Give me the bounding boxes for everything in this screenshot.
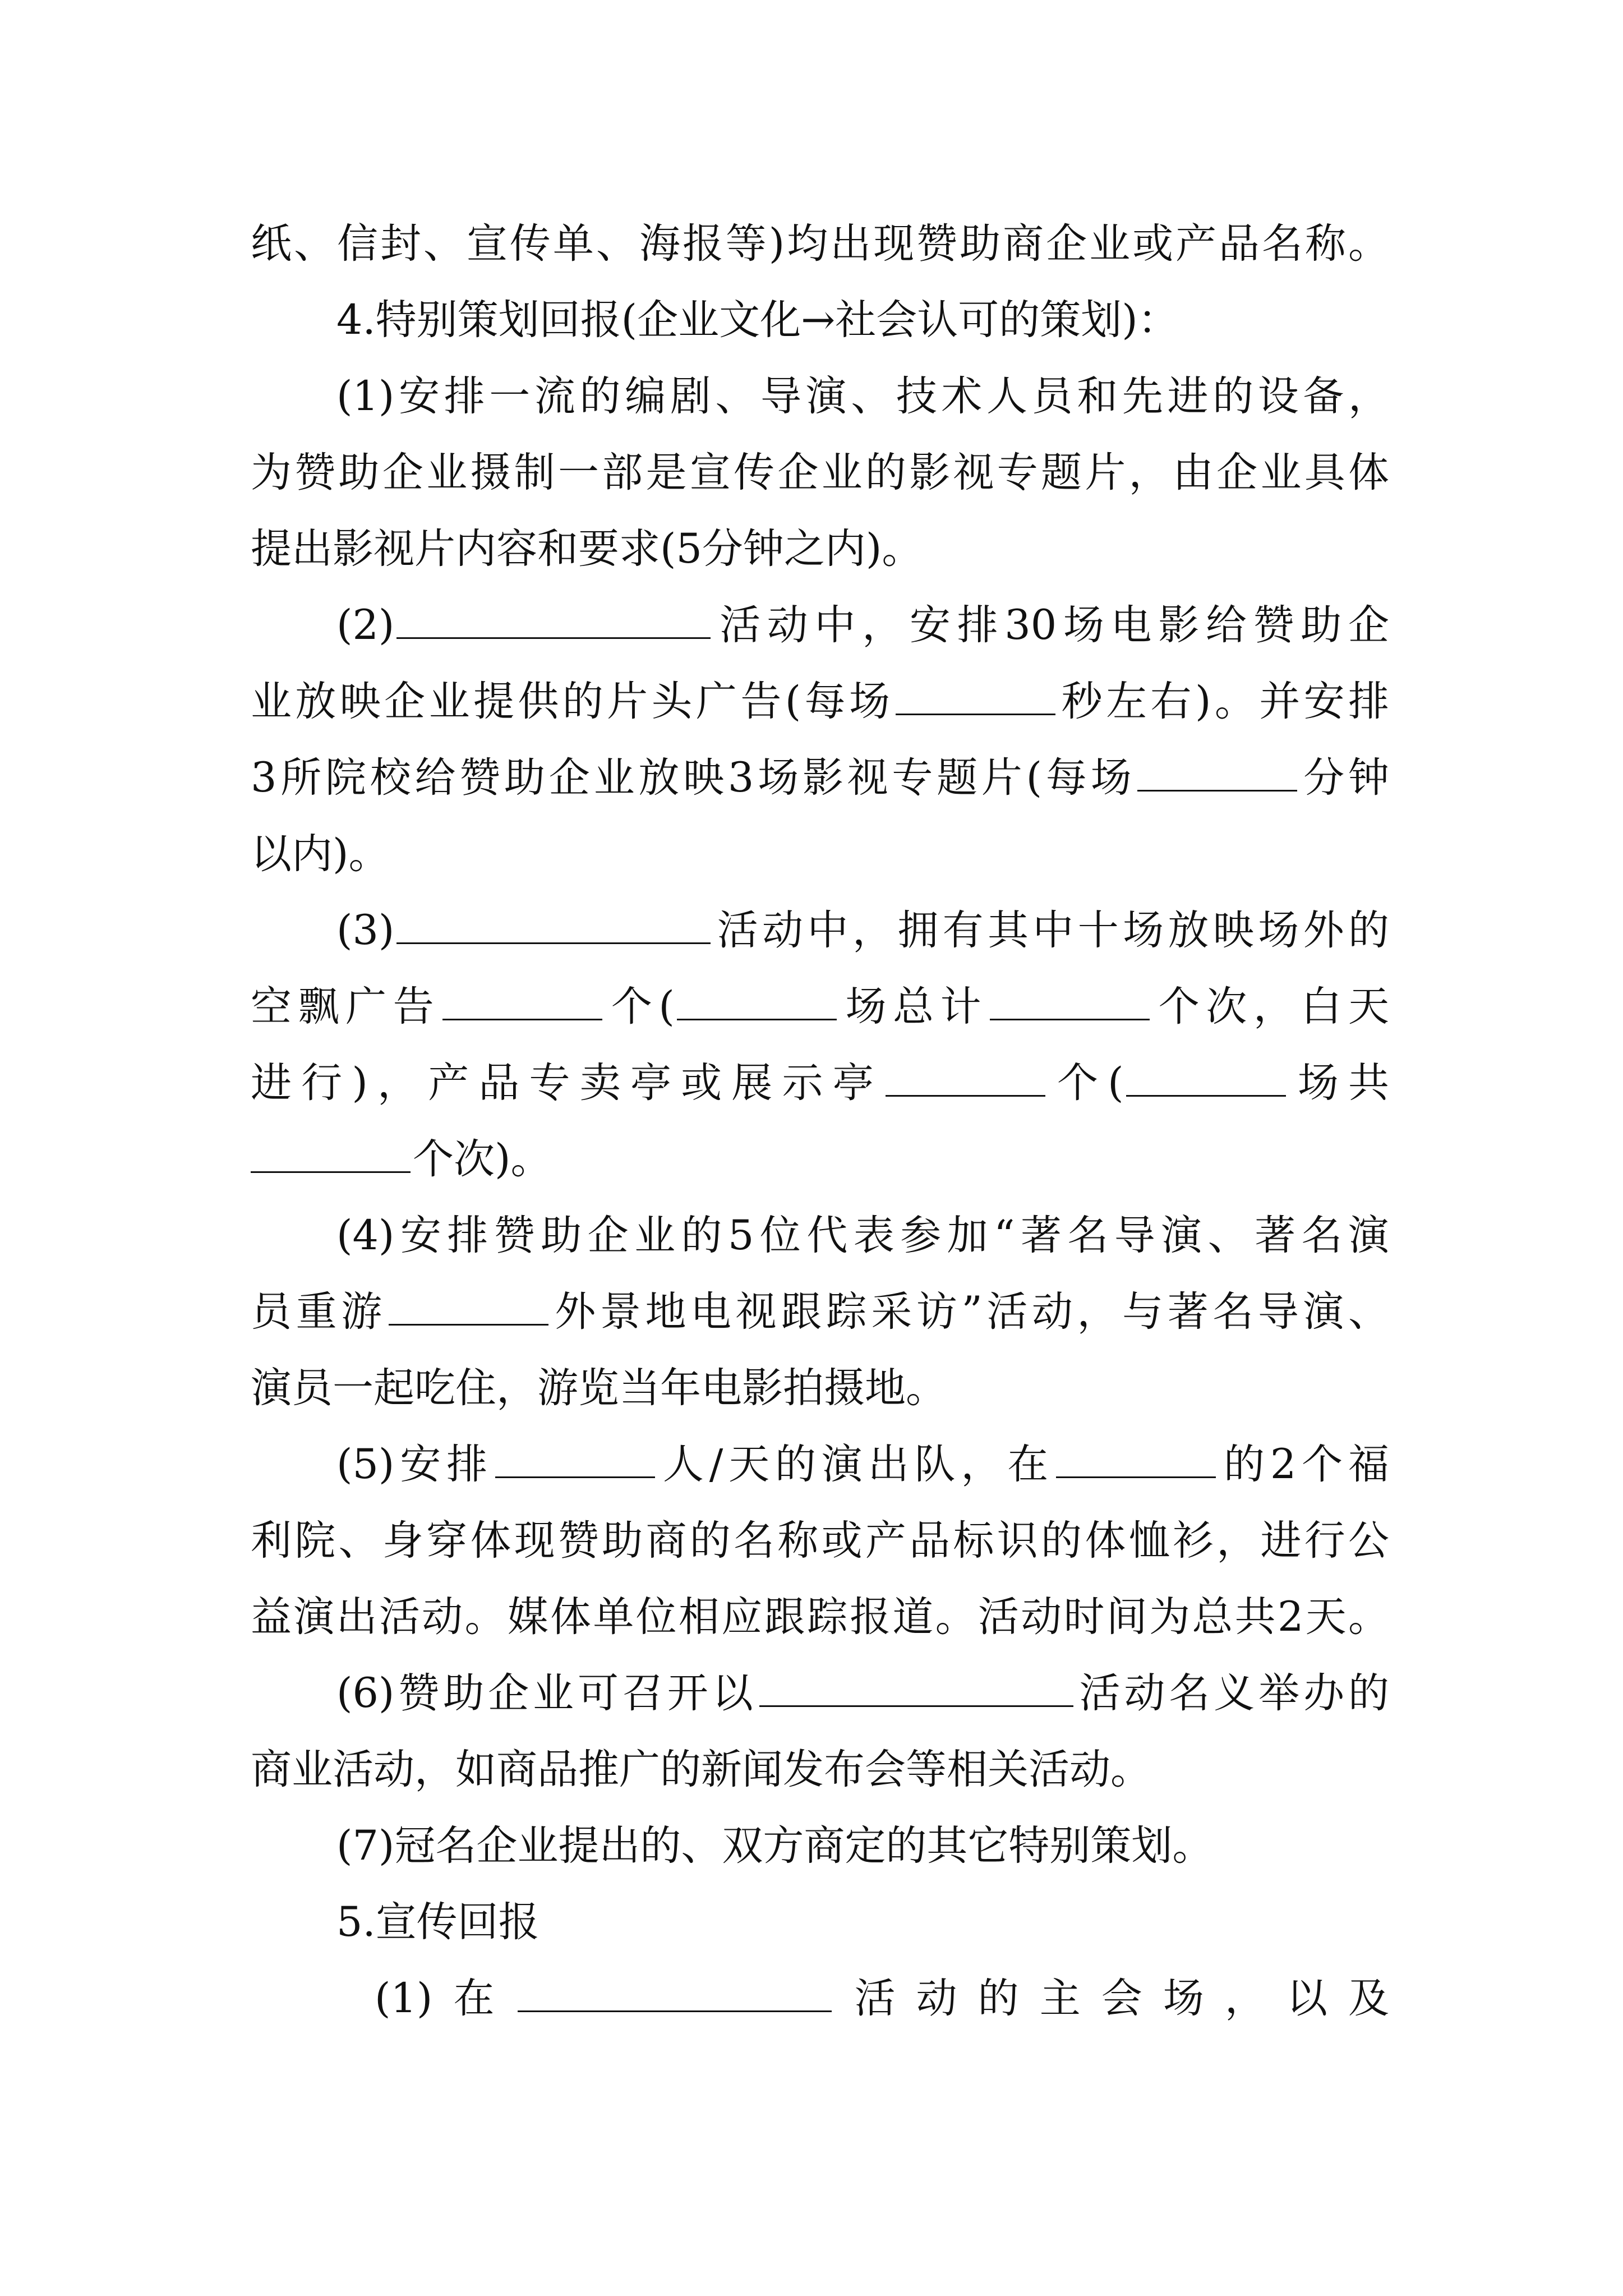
- text-span: 的2个福: [1218, 1441, 1390, 1488]
- text-line: [251, 1589, 1389, 1645]
- text-span: 演员一起吃住，游览当年电影拍摄地。: [251, 1364, 947, 1412]
- fill-blank: [677, 982, 837, 1020]
- text-line: [336, 369, 1389, 425]
- text-span: 纸、信封、宣传单、海报等)均出现赞助商企业或产品名称。: [251, 220, 1389, 268]
- fill-blank: [518, 1973, 832, 2012]
- text-line: [375, 1971, 1389, 2027]
- fill-blank: [896, 677, 1055, 715]
- fill-blank: [389, 1287, 548, 1326]
- text-span: 活动中，拥有其中十场放映场外的: [713, 907, 1389, 954]
- text-span: (5)安排: [336, 1441, 493, 1488]
- text-line: [251, 1131, 1389, 1188]
- text-span: 益演出活动。媒体单位相应跟踪报道。活动时间为总共2天。: [251, 1593, 1389, 1641]
- fill-blank: [886, 1058, 1045, 1097]
- text-line: [251, 674, 1389, 730]
- text-line: [336, 1665, 1389, 1722]
- text-span: 员重游: [251, 1288, 386, 1336]
- text-span: (6)赞助企业可召开以: [336, 1669, 757, 1717]
- text-span: 商业活动，如商品推广的新闻发布会等相关活动。: [251, 1746, 1151, 1793]
- fill-blank: [396, 600, 711, 639]
- text-span: 4.特别策划回报(企业文化→社会认可的策划)：: [336, 296, 1179, 344]
- fill-blank: [442, 982, 602, 1020]
- text-line: [251, 750, 1389, 806]
- text-span: (1)在: [375, 1975, 515, 2022]
- text-span: 个次，白天: [1152, 983, 1390, 1030]
- text-span: (2): [336, 601, 395, 649]
- text-line: [336, 1818, 1389, 1874]
- text-span: 秒左右)。并安排: [1058, 678, 1389, 725]
- text-span: 为赞助企业摄制一部是宣传企业的影视专题片，由企业具体: [251, 449, 1389, 496]
- text-span: (7)冠名企业提出的、双方商定的其它特别策划。: [336, 1822, 1214, 1870]
- text-span: 个次)。: [413, 1135, 552, 1183]
- text-span: 个(: [605, 983, 675, 1030]
- text-span: 进行)，产品专卖亭或展示亭: [251, 1059, 883, 1107]
- text-span: 场总计: [838, 983, 988, 1030]
- text-span: 外景地电视跟踪采访”活动，与著名导演、: [550, 1288, 1389, 1336]
- text-line: [251, 826, 1389, 882]
- section-heading: [336, 292, 1389, 348]
- text-span: 活动的主会场，以及: [833, 1975, 1390, 2022]
- text-span: 活动中，安排30场电影给赞助企: [713, 601, 1389, 649]
- text-span: 利院、身穿体现赞助商的名称或产品标识的体恤衫，进行公: [251, 1517, 1389, 1565]
- fill-blank: [759, 1668, 1073, 1707]
- text-line: [336, 1437, 1389, 1493]
- text-span: 业放映企业提供的片头广告(每场: [251, 678, 894, 725]
- text-span: 提出影视片内容和要求(5分钟之内)。: [251, 525, 923, 573]
- text-line: [251, 445, 1389, 501]
- text-line: [336, 903, 1389, 959]
- text-line: [251, 1055, 1389, 1111]
- text-line: [251, 979, 1389, 1035]
- text-span: (4)安排赞助企业的5位代表参加“著名导演、著名演: [336, 1212, 1389, 1259]
- fill-blank: [396, 905, 711, 944]
- text-span: 分钟: [1299, 754, 1390, 802]
- text-span: 5.宣传回报: [336, 1898, 540, 1946]
- text-line: [251, 1742, 1389, 1798]
- text-span: 3所院校给赞助企业放映3场影视专题片(每场: [251, 754, 1136, 802]
- text-span: (1)安排一流的编剧、导演、技术人员和先进的设备，: [336, 372, 1389, 420]
- text-line: [251, 521, 1389, 577]
- text-span: 空飘广告: [251, 983, 441, 1030]
- fill-blank: [1056, 1439, 1216, 1478]
- text-line: [251, 1360, 1389, 1416]
- text-line: [336, 597, 1389, 654]
- text-line: [251, 1513, 1389, 1569]
- fill-blank: [251, 1134, 411, 1173]
- text-span: (3): [336, 907, 395, 954]
- fill-blank: [495, 1439, 655, 1478]
- text-span: 人/天的演出队，在: [657, 1441, 1054, 1488]
- fill-blank: [990, 982, 1150, 1020]
- text-line: [251, 1284, 1389, 1340]
- section-heading: [336, 1894, 1389, 1950]
- text-line: [336, 1208, 1389, 1264]
- text-span: 个(: [1047, 1059, 1124, 1107]
- fill-blank: [1126, 1058, 1286, 1097]
- text-span: 活动名义举办的: [1075, 1669, 1390, 1717]
- text-line: [251, 216, 1389, 272]
- fill-blank: [1137, 753, 1297, 792]
- text-span: 场共: [1288, 1059, 1390, 1107]
- text-span: 以内)。: [251, 830, 390, 878]
